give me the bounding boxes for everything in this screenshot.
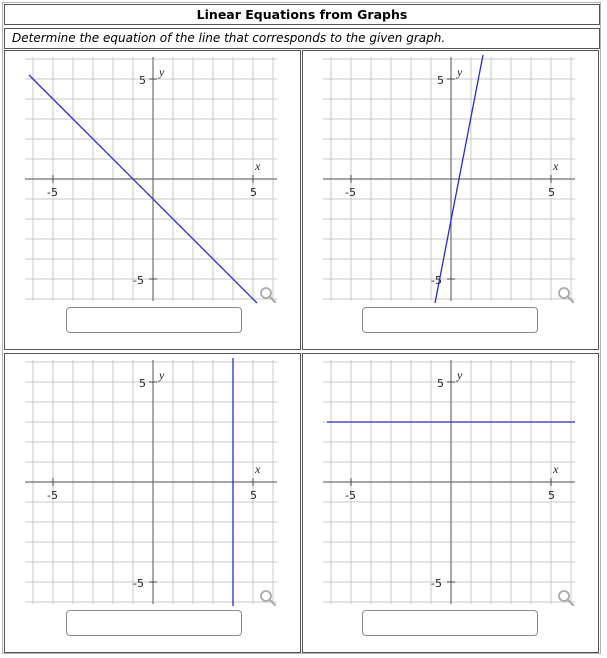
graph-4	[303, 354, 598, 652]
x-tick-label: -5	[47, 186, 58, 199]
graph-panel-2	[302, 50, 599, 350]
y-axis-label: y	[159, 368, 165, 382]
graph-panel-4	[302, 353, 599, 653]
x-tick-label: 5	[250, 489, 257, 502]
y-tick-label: 5	[139, 74, 146, 87]
x-tick-label: 5	[548, 186, 555, 199]
answer-input-1[interactable]	[66, 307, 242, 333]
x-axis-label: x	[255, 462, 261, 476]
y-tick-label: -5	[431, 577, 442, 590]
y-tick-label: -5	[133, 274, 144, 287]
x-tick-label: 5	[250, 186, 257, 199]
graph-1	[5, 51, 300, 349]
instruction-text: Determine the equation of the line that corresponds to the given graph.	[4, 28, 600, 49]
graph-3	[5, 354, 300, 652]
y-tick-label: 5	[437, 377, 444, 390]
y-tick-label: 5	[139, 377, 146, 390]
graph-panel-3	[4, 353, 301, 653]
y-axis-label: y	[457, 368, 463, 382]
y-tick-label: -5	[133, 577, 144, 590]
x-tick-label: 5	[548, 489, 555, 502]
x-axis-label: x	[553, 159, 559, 173]
x-tick-label: -5	[345, 186, 356, 199]
x-axis-label: x	[255, 159, 261, 173]
series-line	[29, 75, 257, 303]
y-tick-label: -5	[431, 274, 442, 287]
graph-2	[303, 51, 598, 349]
y-tick-label: 5	[437, 74, 444, 87]
answer-input-4[interactable]	[362, 610, 538, 636]
graph-panel-1	[4, 50, 301, 350]
y-axis-label: y	[159, 65, 165, 79]
page-title: Linear Equations from Graphs	[4, 4, 600, 25]
answer-input-2[interactable]	[362, 307, 538, 333]
answer-input-3[interactable]	[66, 610, 242, 636]
x-axis-label: x	[553, 462, 559, 476]
x-tick-label: -5	[47, 489, 58, 502]
y-axis-label: y	[457, 65, 463, 79]
x-tick-label: -5	[345, 489, 356, 502]
